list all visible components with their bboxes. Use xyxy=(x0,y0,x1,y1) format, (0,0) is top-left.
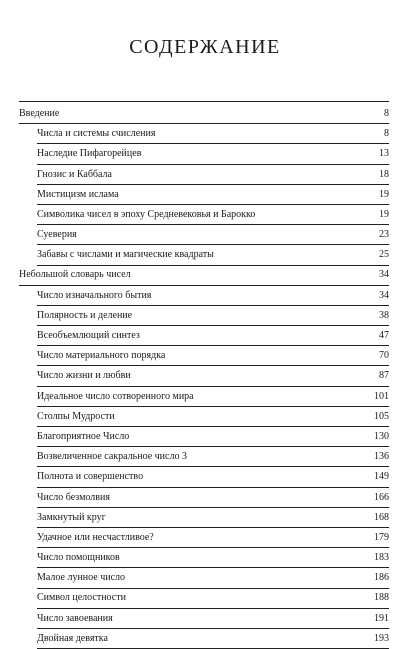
toc-entry-title: Замкнутый круг xyxy=(37,511,106,523)
toc-entry-title: Число материального порядка xyxy=(37,350,166,362)
toc-entry xyxy=(37,447,389,467)
toc-entry xyxy=(37,366,389,386)
toc-entry-title: Благоприятное Число xyxy=(37,430,130,442)
toc-entry-page-number: 34 xyxy=(379,289,389,301)
toc-entry xyxy=(37,609,389,629)
toc-entry-title: Забавы с числами и магические квадраты xyxy=(37,249,214,261)
toc-entry-title: Числа и системы счисления xyxy=(37,128,156,140)
toc-entry xyxy=(37,306,389,326)
toc-entry xyxy=(37,568,389,588)
toc-entry xyxy=(37,165,389,185)
toc-entry xyxy=(37,346,389,366)
toc-entry xyxy=(19,266,389,286)
toc-entry-page-number: 168 xyxy=(374,511,389,523)
toc-entry xyxy=(37,245,389,265)
toc-entry xyxy=(37,286,389,306)
toc-entry-title: Столпы Мудрости xyxy=(37,410,115,422)
toc-entry xyxy=(37,407,389,427)
toc-entry-title: Введение xyxy=(19,107,60,119)
toc-entry-page-number: 87 xyxy=(379,370,389,382)
toc-entry-page-number: 193 xyxy=(374,632,389,644)
toc-entry-page-number: 149 xyxy=(374,471,389,483)
toc-entry-page-number: 183 xyxy=(374,552,389,564)
toc-entry-title: Мистицизм ислама xyxy=(37,188,119,200)
toc-entry-title: Идеальное число сотворенного мира xyxy=(37,390,194,402)
toc-entry-page-number: 38 xyxy=(379,309,389,321)
toc-entry-page-number: 186 xyxy=(374,572,389,584)
toc-entry xyxy=(37,548,389,568)
toc-entry-title: Удачное или несчастливое? xyxy=(37,531,154,543)
toc-entry-page-number: 34 xyxy=(379,269,389,281)
toc-entry-title: Полярность и деление xyxy=(37,309,133,321)
toc-entry xyxy=(37,488,389,508)
toc-entry-title: Символика чисел в эпоху Средневековья и Барокко xyxy=(37,208,256,220)
toc-entry-page-number: 13 xyxy=(379,148,389,160)
toc-entry xyxy=(37,225,389,245)
toc-entry-title: Число помощников xyxy=(37,552,120,564)
top-rule xyxy=(19,101,389,102)
toc-entry xyxy=(37,427,389,447)
toc-entry xyxy=(37,589,389,609)
toc-entry-title: Всеобъемлющий синтез xyxy=(37,330,140,342)
toc-entry-title: Двойная девятка xyxy=(37,632,108,644)
toc-entry-page-number: 8 xyxy=(384,128,389,140)
toc-entry-page-number: 136 xyxy=(374,451,389,463)
toc-entry-title: Возвеличенное сакральное число 3 xyxy=(37,451,187,463)
toc-entry xyxy=(37,508,389,528)
toc-entry-page-number: 19 xyxy=(379,188,389,200)
toc-entry-title: Малое лунное число xyxy=(37,572,126,584)
toc-entry-page-number: 101 xyxy=(374,390,389,402)
toc-entry-title: Число завоевания xyxy=(37,612,113,624)
toc-entry-title: Гнозис и Каббала xyxy=(37,168,112,180)
toc-entry-page-number: 191 xyxy=(374,612,389,624)
toc-entry-title: Число безмолвия xyxy=(37,491,110,503)
toc-entry-page-number: 18 xyxy=(379,168,389,180)
toc-entry xyxy=(37,205,389,225)
toc-entry xyxy=(37,528,389,548)
toc-entry xyxy=(37,124,389,144)
toc-entry-title: Полнота и совершенство xyxy=(37,471,144,483)
toc-entry-title: Символ целостности xyxy=(37,592,126,604)
table-of-contents xyxy=(19,104,389,649)
toc-entry-page-number: 130 xyxy=(374,430,389,442)
toc-entry-page-number: 188 xyxy=(374,592,389,604)
toc-entry-page-number: 166 xyxy=(374,491,389,503)
page-title: СОДЕРЖАНИЕ xyxy=(129,36,281,58)
toc-entry-page-number: 105 xyxy=(374,410,389,422)
toc-entry-title: Число изначального бытия xyxy=(37,289,152,301)
toc-entry xyxy=(19,104,389,124)
toc-entry xyxy=(37,326,389,346)
toc-entry-title: Суеверия xyxy=(37,229,77,241)
toc-entry-page-number: 8 xyxy=(384,107,389,119)
toc-entry xyxy=(37,387,389,407)
toc-entry-page-number: 70 xyxy=(379,350,389,362)
toc-entry xyxy=(37,467,389,487)
toc-entry xyxy=(37,185,389,205)
toc-entry-page-number: 23 xyxy=(379,229,389,241)
toc-entry-title: Число жизни и любви xyxy=(37,370,131,382)
toc-entry-title: Наследие Пифагорейцев xyxy=(37,148,142,160)
toc-entry-title: Небольшой словарь чисел xyxy=(19,269,131,281)
toc-entry xyxy=(37,629,389,649)
toc-entry xyxy=(37,144,389,164)
toc-entry-page-number: 25 xyxy=(379,249,389,261)
toc-entry-page-number: 19 xyxy=(379,208,389,220)
toc-entry-page-number: 47 xyxy=(379,330,389,342)
toc-entry-page-number: 179 xyxy=(374,531,389,543)
